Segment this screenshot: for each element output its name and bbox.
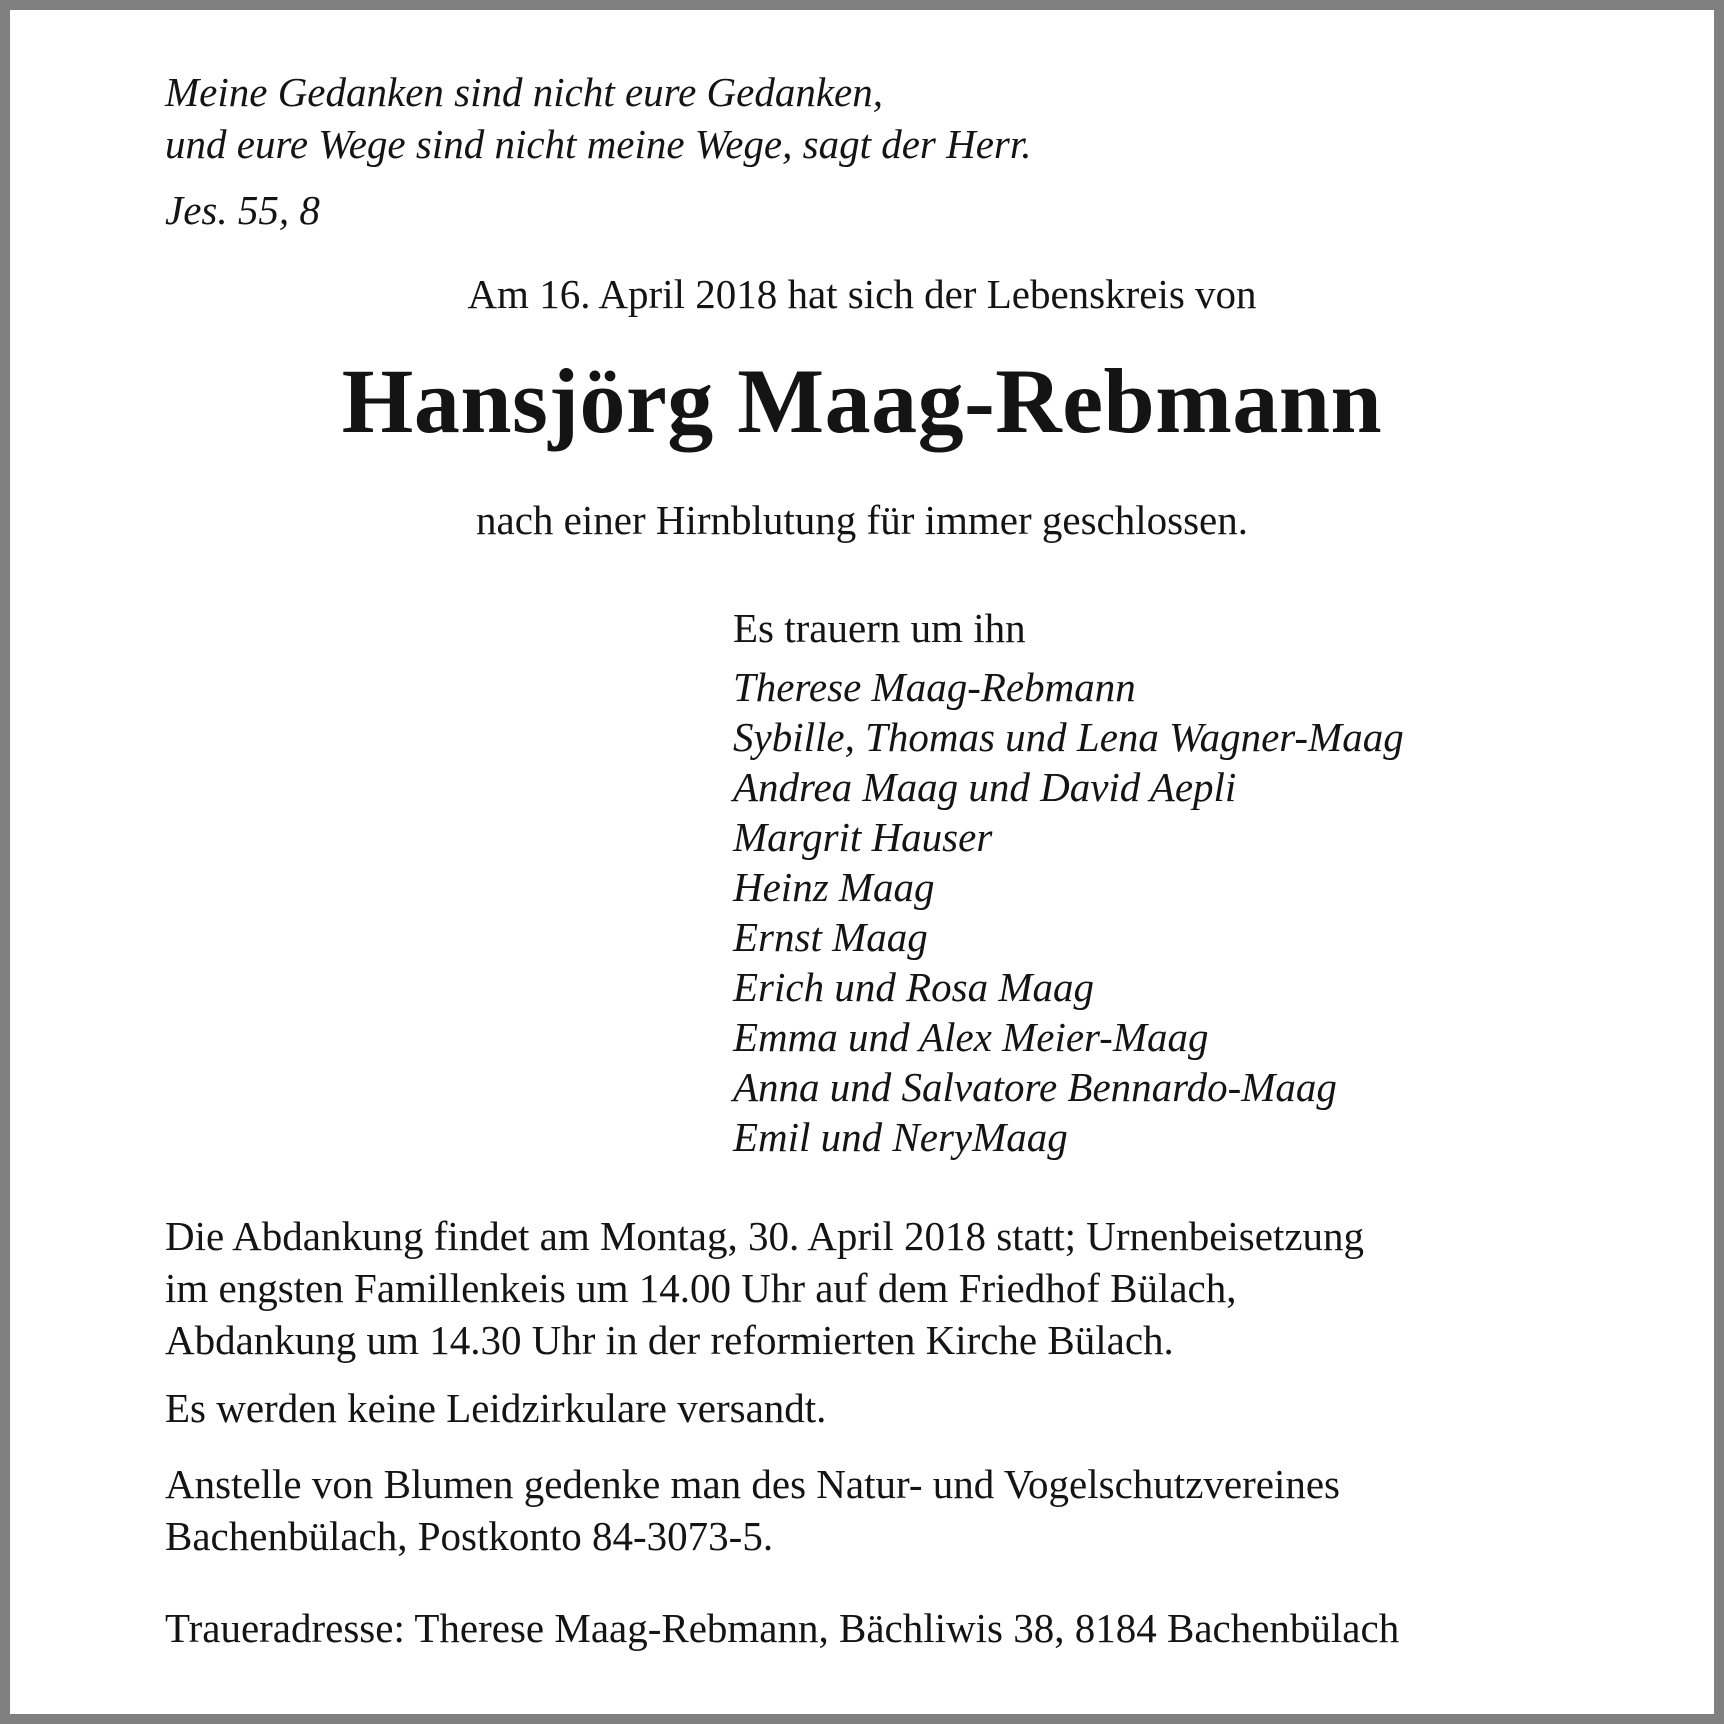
donation-line: Anstelle von Blumen gedenke man des Natur- und Vogelschutzvereines bbox=[165, 1461, 1340, 1507]
no-circulars-note: Es werden keine Leidzirkulare versandt. bbox=[165, 1385, 827, 1431]
mourner-name: Anna und Salvatore Bennardo-Maag bbox=[733, 1064, 1337, 1110]
ceremony-line: im engsten Famillenkeis um 14.00 Uhr auf dem Friedhof Bülach, bbox=[165, 1265, 1237, 1311]
mourners-heading: Es trauern um ihn bbox=[733, 605, 1026, 651]
mourner-name: Ernst Maag bbox=[733, 914, 928, 960]
donation-line: Bachenbülach, Postkonto 84-3073-5. bbox=[165, 1513, 774, 1559]
verse-line: Meine Gedanken sind nicht eure Gedanken, bbox=[165, 69, 884, 115]
mourner-name: Sybille, Thomas und Lena Wagner-Maag bbox=[733, 714, 1404, 760]
mourner-name: Erich und Rosa Maag bbox=[733, 964, 1094, 1010]
announcement-intro: Am 16. April 2018 hat sich der Lebenskreis von bbox=[467, 271, 1257, 317]
mourner-name: Heinz Maag bbox=[733, 864, 935, 910]
mourner-name: Emil und NeryMaag bbox=[733, 1114, 1068, 1160]
mourner-name: Andrea Maag und David Aepli bbox=[733, 764, 1237, 810]
ceremony-paragraph bbox=[165, 1210, 1364, 1366]
verse-line: und eure Wege sind nicht meine Wege, sagt der Herr. bbox=[165, 121, 1032, 167]
mourner-name: Emma und Alex Meier-Maag bbox=[733, 1014, 1209, 1060]
donation-paragraph bbox=[165, 1458, 1340, 1562]
announcement-closing: nach einer Hirnblutung für immer geschlossen. bbox=[476, 497, 1248, 543]
mourner-name: Margrit Hauser bbox=[733, 814, 993, 860]
deceased-name: Hansjörg Maag-Rebmann bbox=[341, 350, 1383, 452]
mourning-address: Traueradresse: Therese Maag-Rebmann, Bächliwis 38, 8184 Bachenbülach bbox=[165, 1605, 1400, 1651]
verse-reference: Jes. 55, 8 bbox=[165, 187, 320, 233]
ceremony-line: Abdankung um 14.30 Uhr in der reformierten Kirche Bülach. bbox=[165, 1317, 1174, 1363]
bible-verse bbox=[165, 66, 1032, 170]
mourners-list bbox=[733, 662, 1404, 1162]
mourner-name: Therese Maag-Rebmann bbox=[733, 664, 1136, 710]
ceremony-line: Die Abdankung findet am Montag, 30. April 2018 statt; Urnenbeisetzung bbox=[165, 1213, 1365, 1259]
